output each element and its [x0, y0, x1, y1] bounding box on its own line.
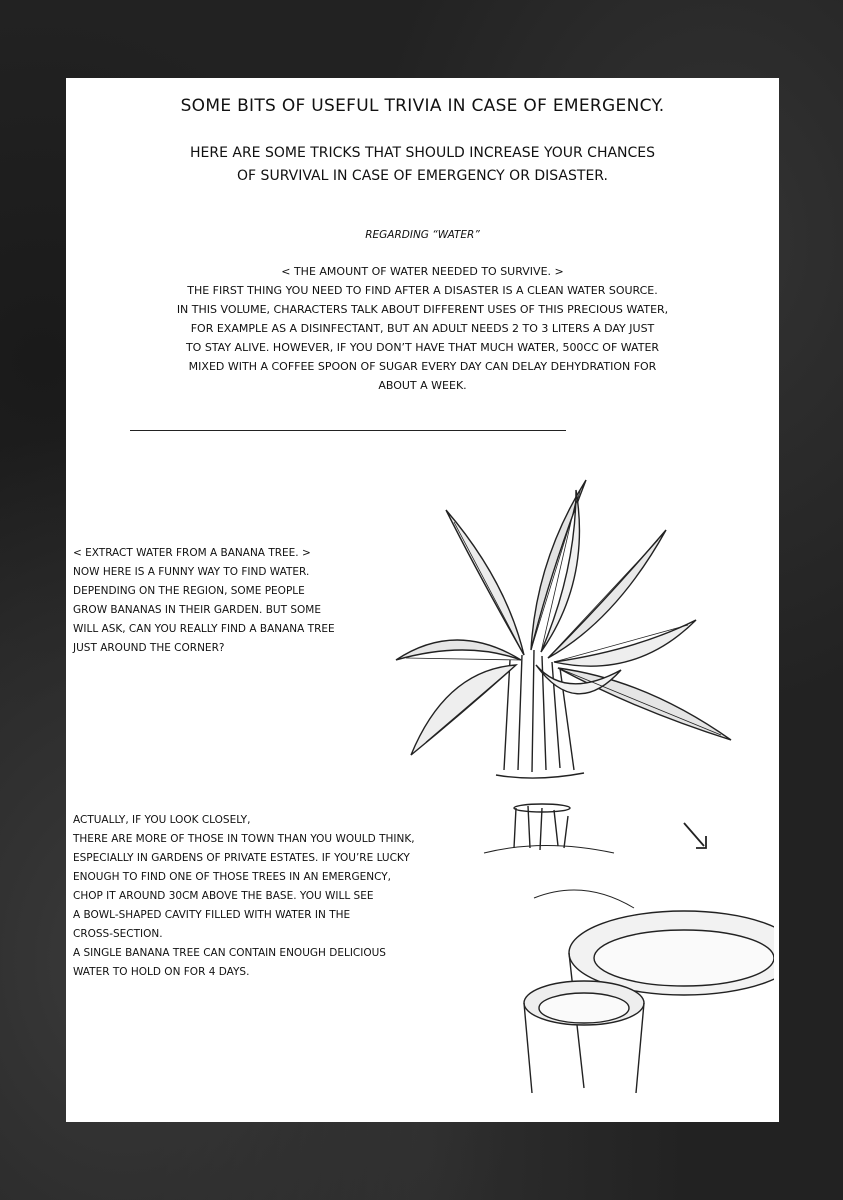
paragraph-line: A BOWL-SHAPED CAVITY FILLED WITH WATER IN THE	[73, 909, 351, 921]
divider	[130, 430, 566, 431]
paragraph-line: ABOUT A WEEK.	[378, 379, 467, 392]
paragraph-line: GROW BANANAS IN THEIR GARDEN. BUT SOME	[73, 604, 321, 616]
paragraph-line: FOR EXAMPLE AS A DISINFECTANT, BUT AN ADULT NEEDS 2 TO 3 LITERS A DAY JUST	[190, 322, 655, 335]
chopped-stump-illustration	[454, 798, 774, 1098]
paragraph-line: WILL ASK, CAN YOU REALLY FIND A BANANA TREE	[73, 623, 335, 635]
paragraph-line: ACTUALLY, IF YOU LOOK CLOSELY,	[73, 814, 251, 826]
intro-line: OF SURVIVAL IN CASE OF EMERGENCY OR DISASTER.	[237, 168, 608, 184]
paragraph-line: NOW HERE IS A FUNNY WAY TO FIND WATER.	[73, 566, 310, 578]
paragraph-line: ENOUGH TO FIND ONE OF THOSE TREES IN AN EMERGENCY,	[73, 871, 391, 883]
paragraph-line: IN THIS VOLUME, CHARACTERS TALK ABOUT DIFFERENT USES OF THIS PRECIOUS WATER,	[176, 303, 669, 316]
paragraph-line: CROSS-SECTION.	[73, 928, 163, 940]
page-title: SOME BITS OF USEFUL TRIVIA IN CASE OF EMERGENCY.	[180, 96, 665, 116]
intro-text	[126, 142, 719, 188]
chopped-tree-section	[73, 811, 473, 982]
banana-tree-section	[73, 544, 373, 658]
paragraph-line: THERE ARE MORE OF THOSE IN TOWN THAN YOU WOULD THINK,	[73, 833, 415, 845]
intro-line: HERE ARE SOME TRICKS THAT SHOULD INCREASE YOUR CHANCES	[189, 145, 656, 161]
paragraph-line: ESPECIALLY IN GARDENS OF PRIVATE ESTATES. IF YOU’RE LUCKY	[73, 852, 410, 864]
paragraph-line: A SINGLE BANANA TREE CAN CONTAIN ENOUGH DELICIOUS	[73, 947, 386, 959]
document-page	[66, 78, 779, 1122]
section-label-water: REGARDING “WATER”	[365, 229, 480, 241]
paragraph-line: WATER TO HOLD ON FOR 4 DAYS.	[73, 966, 250, 978]
paragraph-line: DEPENDING ON THE REGION, SOME PEOPLE	[73, 585, 305, 597]
paragraph-line: CHOP IT AROUND 30CM ABOVE THE BASE. YOU WILL SEE	[73, 890, 374, 902]
section-heading: < THE AMOUNT OF WATER NEEDED TO SURVIVE. >	[281, 265, 564, 278]
paragraph-line: TO STAY ALIVE. HOWEVER, IF YOU DON’T HAVE THAT MUCH WATER, 500CC OF WATER	[185, 341, 660, 354]
banana-tree-illustration	[336, 470, 756, 790]
paragraph-line: THE FIRST THING YOU NEED TO FIND AFTER A DISASTER IS A CLEAN WATER SOURCE.	[187, 284, 658, 297]
water-amount-section	[106, 262, 739, 395]
paragraph-line: JUST AROUND THE CORNER?	[73, 642, 225, 654]
section-heading: < EXTRACT WATER FROM A BANANA TREE. >	[73, 547, 311, 559]
paragraph-line: MIXED WITH A COFFEE SPOON OF SUGAR EVERY DAY CAN DELAY DEHYDRATION FOR	[188, 360, 657, 373]
